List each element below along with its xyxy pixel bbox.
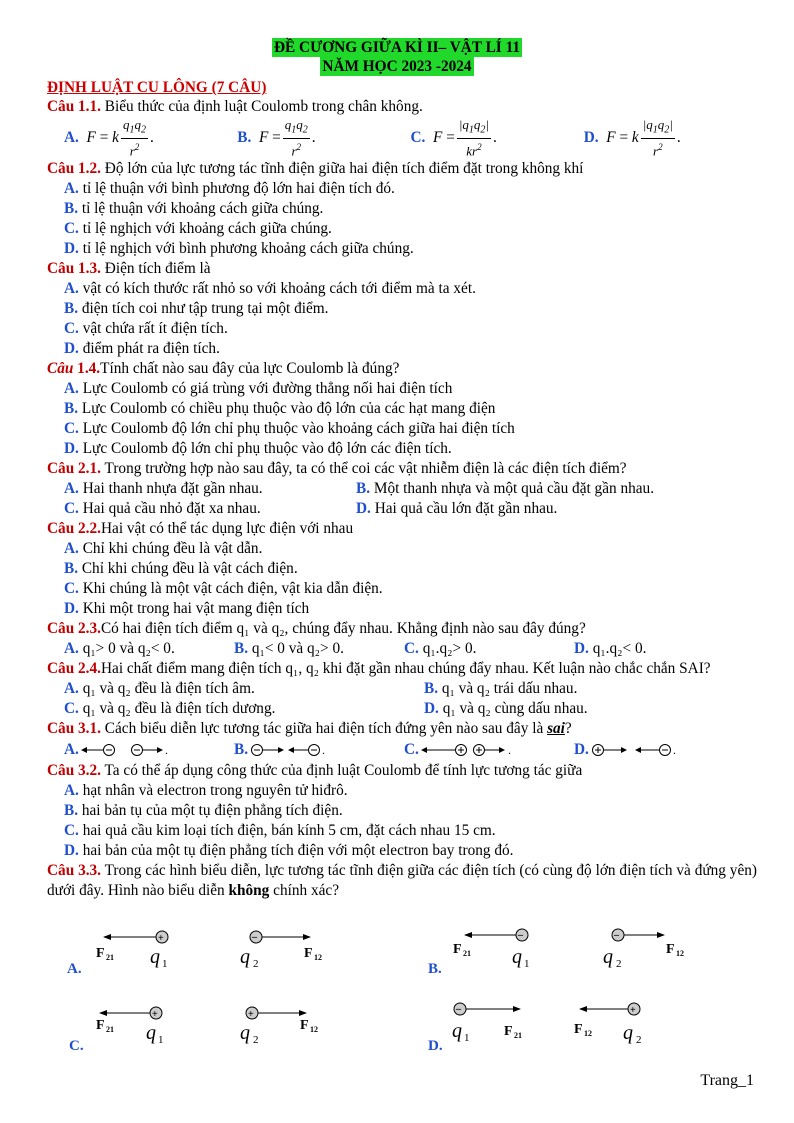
option-b: B. Lực Coulomb có chiều phụ thuộc vào độ lớn của các hạt mang điện [64, 400, 496, 417]
svg-text:21: 21 [106, 953, 114, 962]
formula-option-b: B. F = $\frac{q_1q_2}{r^2}$ . [237, 116, 316, 159]
option-b: B. tỉ lệ thuận với khoảng cách giữa chúng. [64, 200, 324, 217]
option-c: C. hai quả cầu kim loại tích điện, bán kính 5 cm, đặt cách nhau 15 cm. [64, 822, 496, 839]
svg-text:–: – [252, 932, 257, 943]
formula-option-d: D. F = k $\frac{|q_1q_2|}{r^2}$ . [583, 116, 681, 159]
page-number: Trang_1 [700, 1072, 754, 1089]
svg-text:q: q [452, 1020, 462, 1042]
question-2-2: Câu 2.2.Hai vật có thể tác dụng lực điện với nhau [47, 520, 354, 537]
question-label: Câu 1.1. [47, 98, 101, 115]
svg-text:A.: A. [67, 961, 82, 977]
option-c: C. q₁.q₂> 0. [404, 640, 477, 657]
option-a: A. hạt nhân và electron trong nguyên tử hiđrô. [64, 782, 348, 799]
question-2-4: Câu 2.4.Hai chất điểm mang điện tích q₁, q₂ khi đặt gần nhau chúng đẩy nhau. Kết luận nào chắc chắn SAI? [47, 660, 711, 677]
svg-text:+: + [158, 933, 164, 944]
svg-text:1: 1 [158, 1034, 164, 1046]
option-row [47, 699, 757, 719]
svg-text:.: . [164, 743, 168, 757]
svg-text:–: – [614, 930, 619, 941]
question-3-3: Câu 3.3. Trong các hình biểu diễn, lực tương tác tĩnh điện giữa các điện tích (có cùng độ lớn điện tích và đứng yên) dưới đây. Hình nào biểu diễn không chính xác? [47, 862, 757, 899]
option-row [47, 479, 757, 499]
option-c: C. . [404, 741, 574, 759]
figure-d [428, 1003, 642, 1054]
svg-text:q: q [240, 1022, 250, 1044]
svg-text:2: 2 [616, 958, 622, 970]
svg-text:.: . [672, 743, 676, 757]
svg-text:2: 2 [253, 958, 259, 970]
svg-text:+: + [248, 1009, 254, 1020]
fraction: $\frac{|q_1q_2|}{r^2}$ [642, 116, 673, 159]
option-d: D. Lực Coulomb độ lớn chỉ phụ thuộc vào độ lớn các điện tích. [64, 440, 452, 457]
svg-text:–: – [518, 930, 523, 941]
option-row [47, 739, 757, 761]
option-d: D. q₁ và q₂ cùng dấu nhau. [424, 700, 588, 717]
svg-text:F: F [300, 1018, 309, 1033]
svg-text:F: F [96, 1018, 105, 1033]
svg-text:12: 12 [310, 1025, 318, 1034]
svg-text:2: 2 [636, 1034, 642, 1046]
svg-text:F: F [666, 942, 675, 957]
formula-option-c: C. F = $\frac{|q_1q_2|}{kr^2}$ . [410, 116, 497, 159]
figure-a [67, 931, 322, 977]
option-d: D. Khi một trong hai vật mang điện tích [64, 600, 310, 617]
option-a: A. Hai thanh nhựa đặt gần nhau. [64, 480, 263, 497]
question-1-2: Câu 1.2. Độ lớn của lực tương tác tĩnh điện giữa hai điện tích điểm đặt trong không khí [47, 160, 584, 177]
formula-option-a: A. F = k $\frac{q_1q_2}{r^2}$ . [64, 116, 154, 159]
force-diagram-figures [60, 925, 760, 1055]
formula-options [47, 117, 757, 159]
svg-text:q: q [240, 946, 250, 968]
charge-arrow-diagram [248, 742, 338, 758]
option-c: C. Khi chúng là một vật cách điện, vật kia dẫn điện. [64, 580, 383, 597]
svg-text:1: 1 [162, 958, 168, 970]
option-b: B. Một thanh nhựa và một quả cầu đặt gần nhau. [356, 480, 655, 497]
option-a: A. Chỉ khi chúng đều là vật dẫn. [64, 540, 263, 557]
question-3-2: Câu 3.2. Ta có thể áp dụng công thức của định luật Coulomb để tính lực tương tác giữa [47, 762, 583, 779]
option-row [47, 499, 757, 519]
fraction: $\frac{|q_1q_2|}{kr^2}$ [458, 116, 489, 159]
svg-text:F: F [453, 942, 462, 957]
option-a: A. q₁> 0 và q₂< 0. [64, 640, 175, 657]
option-c: C. q₁ và q₂ đều là điện tích dương. [64, 700, 276, 717]
svg-text:21: 21 [106, 1025, 114, 1034]
charge-arrow-diagram [79, 742, 169, 758]
header-year: NĂM HỌC 2023 -2024 [322, 58, 472, 75]
question-list [47, 97, 757, 901]
option-b: B. điện tích coi như tập trung tại một điểm. [64, 300, 329, 317]
svg-text:q: q [150, 946, 160, 968]
svg-text:F: F [574, 1022, 583, 1037]
svg-text:12: 12 [314, 953, 322, 962]
svg-text:.: . [322, 743, 326, 757]
option-d: D. hai bản của một tụ điện phẳng tích điện với một electron bay trong đó. [64, 842, 514, 859]
option-row [47, 639, 757, 659]
svg-text:1: 1 [464, 1032, 470, 1044]
svg-text:q: q [603, 946, 613, 968]
option-a: A. Lực Coulomb có giá trùng với đường thẳng nối hai điện tích [64, 380, 453, 397]
figure-b [428, 929, 684, 977]
svg-text:+: + [152, 1009, 158, 1020]
charge-arrow-diagram [589, 742, 685, 758]
svg-text:q: q [146, 1022, 156, 1044]
svg-text:F: F [96, 946, 105, 961]
question-1-1 [47, 97, 757, 117]
svg-text:q: q [623, 1022, 633, 1044]
svg-text:.: . [507, 743, 511, 757]
option-a: A. vật có kích thước rất nhỏ so với khoảng cách tới điểm mà ta xét. [64, 280, 476, 297]
option-b: B. q₁< 0 và q₂> 0. [234, 640, 344, 657]
svg-text:+: + [630, 1005, 636, 1016]
option-b: B. q₁ và q₂ trái dấu nhau. [424, 680, 578, 697]
option-b: B. . [234, 741, 404, 759]
option-d: D. điểm phát ra điện tích. [64, 340, 220, 357]
question-1-3: Câu 1.3. Điện tích điểm là [47, 260, 211, 277]
option-row [47, 679, 757, 699]
question-2-1: Câu 2.1. Trong trường hợp nào sau đây, ta có thể coi các vật nhiễm điện là các điện tích điểm? [47, 460, 627, 477]
svg-text:2: 2 [253, 1034, 259, 1046]
svg-text:–: – [456, 1004, 461, 1015]
option-d: D. Hai quả cầu lớn đặt gần nhau. [356, 500, 558, 517]
svg-text:q: q [512, 946, 522, 968]
option-c: C. vật chứa rất ít điện tích. [64, 320, 228, 337]
figure-c [69, 1007, 318, 1054]
svg-text:D.: D. [428, 1038, 443, 1054]
fraction: $\frac{q_1q_2}{r^2}$ [122, 116, 146, 159]
option-c: C. tỉ lệ nghịch với khoảng cách giữa chúng. [64, 220, 332, 237]
option-a: A. q₁ và q₂ đều là điện tích âm. [64, 680, 255, 697]
svg-text:F: F [304, 946, 313, 961]
option-c: C. Lực Coulomb độ lớn chỉ phụ thuộc vào khoảng cách giữa hai điện tích [64, 420, 515, 437]
svg-text:12: 12 [584, 1029, 592, 1038]
svg-text:21: 21 [463, 949, 471, 958]
svg-text:F: F [504, 1024, 513, 1039]
svg-text:21: 21 [514, 1031, 522, 1040]
section-title: ĐỊNH LUẬT CU LÔNG (7 CÂU) [47, 79, 267, 96]
header-title: ĐỀ CƯƠNG GIỮA KÌ II– VẬT LÍ 11 [273, 39, 521, 56]
question-2-3: Câu 2.3.Có hai điện tích điểm q₁ và q₂, chúng đẩy nhau. Khẳng định nào sau đây đúng? [47, 620, 586, 637]
svg-text:12: 12 [676, 949, 684, 958]
option-b: B. hai bản tụ của một tụ điện phẳng tích điện. [64, 802, 343, 819]
option-b: B. Chỉ khi chúng đều là vật cách điện. [64, 560, 298, 577]
option-d: D. . [574, 741, 744, 759]
option-c: C. Hai quả cầu nhỏ đặt xa nhau. [64, 500, 261, 517]
header [0, 38, 794, 76]
question-1-4: Câu 1.4.Tính chất nào sau đây của lực Coulomb là đúng? [47, 360, 400, 377]
option-a: A. . [64, 741, 168, 758]
charge-arrow-diagram [419, 742, 519, 758]
svg-text:1: 1 [524, 958, 530, 970]
option-a: A. tỉ lệ thuận với bình phương độ lớn hai điện tích đó. [64, 180, 395, 197]
question-text: Biểu thức của định luật Coulomb trong chân không. [100, 98, 423, 115]
question-3-1: Câu 3.1. Cách biểu diễn lực tương tác giữa hai điện tích đứng yên nào sau đây là sai? [47, 720, 572, 737]
svg-text:B.: B. [428, 961, 442, 977]
option-d: D. q₁.q₂< 0. [574, 640, 647, 657]
fraction: $\frac{q_1q_2}{r^2}$ [284, 116, 308, 159]
option-d: D. tỉ lệ nghịch với bình phương khoảng cách giữa chúng. [64, 240, 414, 257]
svg-text:C.: C. [69, 1038, 84, 1054]
